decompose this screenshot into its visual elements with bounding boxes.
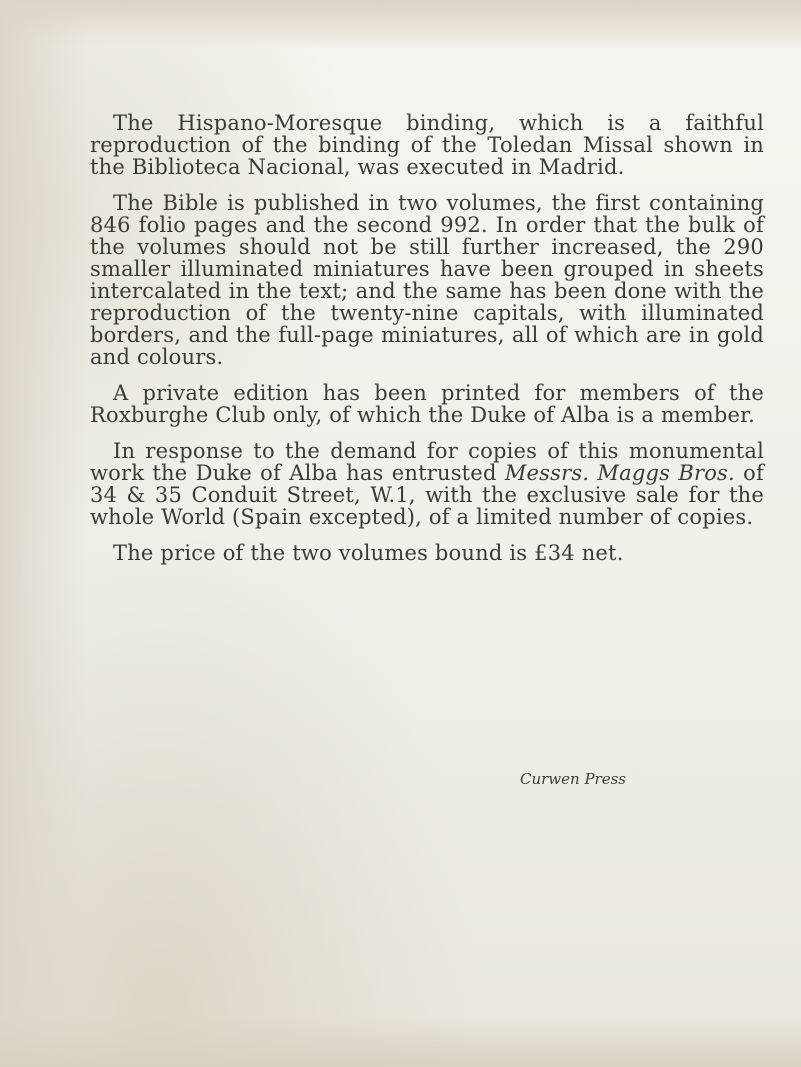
- response-text-after: of 34 & 35 Conduit Street, W.1, with the exclusive sale for the whole World (Spain excepted), of a limited number of copies.: [90, 461, 764, 529]
- paragraph-response: [90, 440, 764, 528]
- page-left-edge: [0, 0, 90, 1067]
- paragraph-volumes: The Bible is published in two volumes, the first containing 846 folio pages and the second 992. In order that the bulk of the volumes should not be still further increased, the 290 smaller illuminated miniatures have been grouped in sheets intercalated in the text; and the same has been done with the reproduction of the twenty-nine capitals, with illuminated borders, and the full-page miniatures, all of which are in gold and colours.: [90, 191, 764, 369]
- response-text-before: In response to the demand for copies of this monumental work the Duke of Alba has entrusted: [90, 439, 764, 485]
- printer-imprint: Curwen Press: [520, 770, 626, 788]
- body-text: [90, 112, 764, 578]
- page-bottom-edge: [0, 1015, 801, 1067]
- paragraph-private-edition: A private edition has been printed for members of the Roxburghe Club only, of which the Duke of Alba is a member.: [90, 381, 764, 427]
- page-top-edge: [0, 0, 801, 48]
- price-line: The price of the two volumes bound is £34 net.: [113, 541, 624, 565]
- maggs-bros-name: Messrs. Maggs Bros.: [504, 461, 735, 485]
- paragraph-binding: The Hispano-Moresque binding, which is a faithful reproduction of the binding of the Toledan Missal shown in the Biblioteca Nacional, was executed in Madrid.: [90, 111, 764, 179]
